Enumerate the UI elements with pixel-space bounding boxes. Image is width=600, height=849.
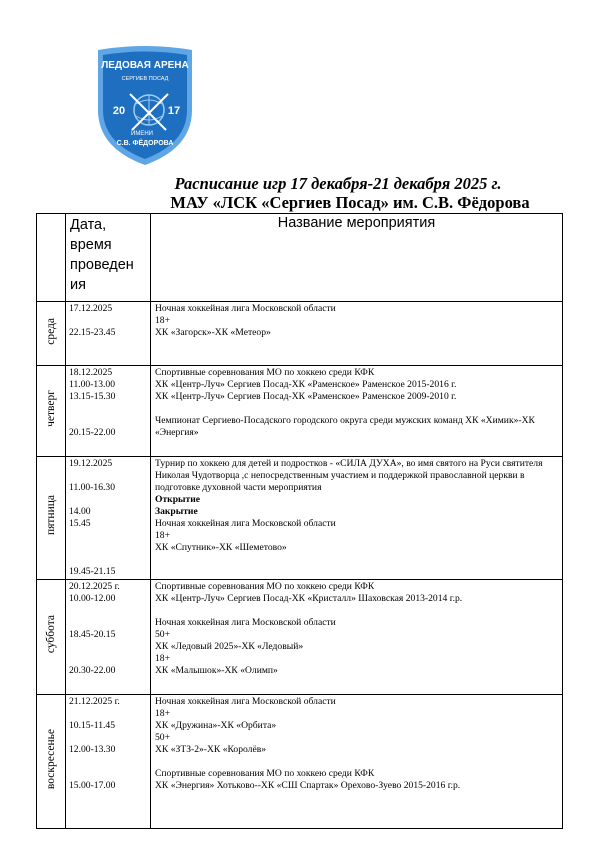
time-line: 12.00-13.30 [69, 744, 116, 755]
time-line: 20.15-22.00 [69, 427, 116, 438]
day-cell [37, 302, 66, 366]
event-line: ХК «Энергия» Хотьково--ХК «СШ Спартак» Орехово-Зуево 2015-2016 г.р. [155, 780, 461, 791]
day-cell [37, 457, 66, 580]
day-label: пятница [45, 495, 57, 536]
event-line: ХК «Спутник»-ХК «Шеметово» [155, 542, 287, 553]
logo-line3: ИМЕНИ [131, 131, 153, 137]
time-line: 17.12.2025 [69, 303, 113, 314]
event-line: Спортивные соревнования МО по хоккею среди КФК [155, 367, 375, 378]
time-line [69, 617, 147, 629]
logo-line4: С.В. ФЁДОРОВА [116, 140, 174, 147]
shield-logo-icon [92, 44, 198, 168]
time-line [69, 605, 147, 617]
time-line [69, 403, 147, 415]
event-line: 18+ [155, 653, 171, 664]
time-line: 15.45 [69, 518, 91, 529]
logo-line2: СЕРГИЕВ ПОСАД [121, 76, 169, 82]
event-line: 50+ [155, 629, 171, 640]
time-line: 11.00-16.30 [69, 482, 116, 493]
time-line: 10.00-12.00 [69, 593, 116, 604]
schedule-title: Расписание игр 17 декабря-21 декабря 2025 г. [174, 174, 502, 193]
time-cell [66, 580, 151, 695]
day-label: воскресенье [45, 728, 57, 790]
day-cell [37, 580, 66, 695]
time-line: 20.30-22.00 [69, 665, 116, 676]
time-line [69, 415, 147, 427]
event-line: Закрытие [155, 506, 198, 517]
header-day-cell [37, 214, 66, 302]
organization-title: МАУ «ЛСК «Сергиев Посад» им. С.В. Фёдорова [170, 193, 530, 212]
event-cell [151, 366, 563, 457]
time-line: 10.15-11.45 [69, 720, 116, 731]
time-line: 19.45-21.15 [69, 566, 116, 577]
event-line: ХК «Центр-Луч» Сергиев Посад-ХК «Кристалл» Шаховская 2013-2014 г.р. [155, 593, 463, 604]
time-line [69, 530, 147, 542]
time-cell [66, 302, 151, 366]
event-line: ХК «Загорск»-ХК «Метеор» [155, 327, 271, 338]
time-line [69, 641, 147, 653]
time-line [69, 542, 147, 554]
event-line: Спортивные соревнования МО по хоккею среди КФК [155, 581, 375, 592]
time-line: 22.15-23.45 [69, 327, 116, 338]
event-line: Ночная хоккейная лига Московской области [155, 303, 336, 314]
event-line: 18+ [155, 708, 171, 719]
time-line: 18.45-20.15 [69, 629, 116, 640]
logo-line1: ЛЕДОВАЯ АРЕНА [101, 60, 189, 71]
table-row [37, 695, 563, 829]
time-line: 11.00-13.00 [69, 379, 116, 390]
header-row [37, 214, 563, 302]
event-line: Ночная хоккейная лига Московской области [155, 518, 336, 529]
event-line: Чемпионат Сергиево-Посадского городского округа среди мужских команд ХК «Химик»-ХК «Энергия» [155, 415, 535, 438]
time-line [69, 732, 147, 744]
event-line: ХК «Центр-Луч» Сергиев Посад-ХК «Раменское» Раменское 2009-2010 г. [155, 391, 457, 402]
time-line: 15.00-17.00 [69, 780, 116, 791]
event-line: Турнир по хоккею для детей и подростков - «СИЛА ДУХА», во имя святого на Руси святителя Николая Чудотворца ,с непосредственным участием и поддержкой православной церкви в подготовке духовной части мероприятия [155, 458, 543, 493]
event-cell [151, 457, 563, 580]
time-cell [66, 457, 151, 580]
arena-logo [92, 44, 198, 168]
time-line [69, 653, 147, 665]
day-label: четверг [45, 390, 57, 427]
day-cell [37, 366, 66, 457]
time-line [69, 554, 147, 566]
time-cell [66, 695, 151, 829]
event-line: Спортивные соревнования МО по хоккею среди КФК [155, 768, 375, 779]
logo-num-right: 17 [167, 105, 181, 117]
event-line: ХК «ЗТЗ-2»-ХК «Королёв» [155, 744, 267, 755]
time-line: 18.12.2025 [69, 367, 113, 378]
day-label: суббота [45, 615, 57, 654]
time-line: 14.00 [69, 506, 91, 517]
time-line [69, 494, 147, 506]
time-line [69, 470, 147, 482]
event-cell [151, 302, 563, 366]
time-line: 20.12.2025 г. [69, 581, 120, 592]
event-line: Ночная хоккейная лига Московской области [155, 617, 336, 628]
event-line [155, 605, 558, 617]
time-line: 19.12.2025 [69, 458, 113, 469]
table-row [37, 457, 563, 580]
time-line [69, 708, 147, 720]
table-row [37, 366, 563, 457]
time-line [69, 756, 147, 768]
time-line [69, 768, 147, 780]
event-cell [151, 580, 563, 695]
event-line [155, 403, 558, 415]
event-line [155, 756, 558, 768]
table-row [37, 302, 563, 366]
event-line: 18+ [155, 315, 171, 326]
time-line: 13.15-15.30 [69, 391, 116, 402]
event-line: Ночная хоккейная лига Московской области [155, 696, 336, 707]
logo-num-left: 20 [112, 105, 126, 117]
day-label: среда [45, 317, 57, 345]
day-cell [37, 695, 66, 829]
schedule-table [36, 213, 563, 829]
table-row [37, 580, 563, 695]
event-cell [151, 695, 563, 829]
event-line: ХК «Ледовый 2025»-ХК «Ледовый» [155, 641, 304, 652]
event-line: Открытие [155, 494, 201, 505]
event-line: 18+ [155, 530, 171, 541]
time-line: 21.12.2025 г. [69, 696, 120, 707]
time-cell [66, 366, 151, 457]
event-line: ХК «Центр-Луч» Сергиев Посад-ХК «Раменское» Раменское 2015-2016 г. [155, 379, 457, 390]
event-line: ХК «Малышок»-ХК «Олимп» [155, 665, 278, 676]
header-name-column: Название мероприятия [151, 214, 563, 302]
event-line: ХК «Дружина»-ХК «Орбита» [155, 720, 277, 731]
time-line [69, 315, 147, 327]
event-line: 50+ [155, 732, 171, 743]
header-date-column: Дата, время проведен ия [66, 214, 151, 302]
